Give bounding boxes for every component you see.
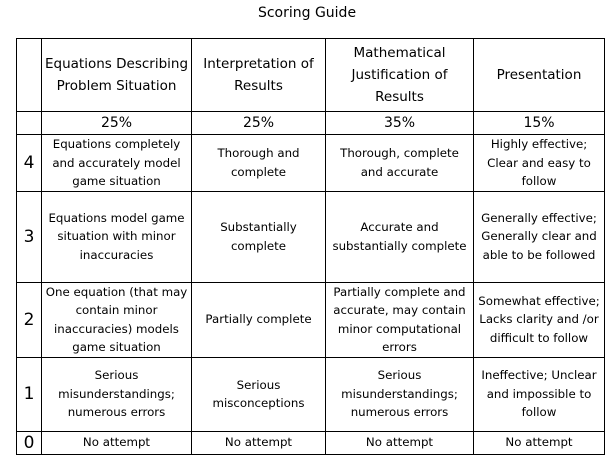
criteria-cell: No attempt (474, 431, 605, 454)
criteria-cell: No attempt (326, 431, 474, 454)
criteria-cell: Generally effective; Generally clear and able to be followed (474, 191, 605, 282)
column-header: Interpretation of Results (192, 39, 326, 112)
criteria-cell: One equation (that may contain minor inaccuracies) models game situation (42, 282, 192, 357)
weight-row (17, 112, 605, 135)
column-header: Mathematical Justification of Results (326, 39, 474, 112)
corner-cell (17, 112, 42, 135)
criteria-cell: Serious misunderstandings; numerous errors (42, 357, 192, 431)
table-row (17, 191, 605, 282)
table-row (17, 431, 605, 454)
scoring-table (16, 38, 605, 455)
weight-cell: 15% (474, 112, 605, 135)
score-cell: 4 (17, 135, 42, 192)
score-cell: 2 (17, 282, 42, 357)
criteria-cell: Thorough and complete (192, 135, 326, 192)
corner-cell (17, 39, 42, 112)
header-row (17, 39, 605, 112)
criteria-cell: Substantially complete (192, 191, 326, 282)
criteria-cell: Serious misconceptions (192, 357, 326, 431)
page-title: Scoring Guide (257, 5, 357, 21)
table-row (17, 282, 605, 357)
criteria-cell: Accurate and substantially complete (326, 191, 474, 282)
weight-cell: 35% (326, 112, 474, 135)
score-cell: 3 (17, 191, 42, 282)
criteria-cell: Highly effective; Clear and easy to follow (474, 135, 605, 192)
score-cell: 0 (17, 431, 42, 454)
weight-cell: 25% (192, 112, 326, 135)
criteria-cell: Equations completely and accurately model game situation (42, 135, 192, 192)
criteria-cell: Equations model game situation with minor inaccuracies (42, 191, 192, 282)
table-row (17, 357, 605, 431)
weight-cell: 25% (42, 112, 192, 135)
column-header: Presentation (474, 39, 605, 112)
table-row (17, 135, 605, 192)
criteria-cell: No attempt (192, 431, 326, 454)
criteria-cell: Partially complete (192, 282, 326, 357)
criteria-cell: Ineffective; Unclear and impossible to follow (474, 357, 605, 431)
criteria-cell: Thorough, complete and accurate (326, 135, 474, 192)
criteria-cell: Partially complete and accurate, may contain minor computational errors (326, 282, 474, 357)
criteria-cell: Serious misunderstandings; numerous errors (326, 357, 474, 431)
criteria-cell: No attempt (42, 431, 192, 454)
column-header: Equations Describing Problem Situation (42, 39, 192, 112)
criteria-cell: Somewhat effective; Lacks clarity and /or difficult to follow (474, 282, 605, 357)
score-cell: 1 (17, 357, 42, 431)
